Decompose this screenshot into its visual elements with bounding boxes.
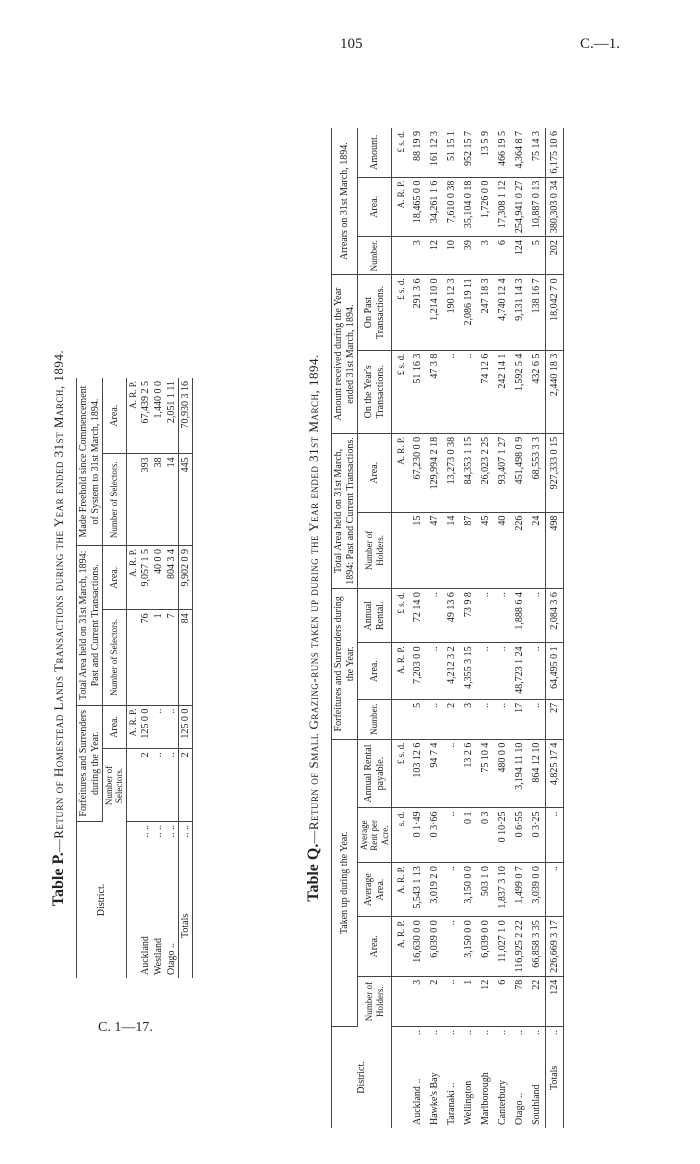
col-number: Number of Selectors. [103, 749, 127, 822]
cell: 10 [443, 237, 460, 275]
cell: 1,214 10 0 [426, 275, 443, 350]
cell: 40 [494, 512, 511, 588]
table-q-block [305, 128, 564, 1128]
cell: 190 12 3 [443, 275, 460, 350]
cell: 4,212 3 2 [443, 643, 460, 700]
table-p-label: Table P. [50, 852, 67, 907]
table-q-title [305, 128, 323, 1128]
cell: 1 [460, 976, 477, 1026]
cell: .. [477, 589, 494, 643]
cell: 4,355 3 15 [460, 643, 477, 700]
table-row [494, 128, 511, 1128]
cell: 125 0 0 [178, 705, 192, 749]
cell: 124 [546, 976, 564, 1026]
cell: .. [426, 589, 443, 643]
cell: 2 [443, 699, 460, 739]
cell: 14 [443, 512, 460, 588]
col-number: Number. [358, 699, 392, 739]
document-reference: C.—1. [580, 36, 621, 52]
cell: 75 14 3 [528, 128, 546, 177]
cell: 226,669 3 17 [546, 917, 564, 977]
table-row [165, 378, 179, 978]
cell: .. [443, 739, 460, 808]
unit-area: A. R. P. [126, 378, 139, 454]
cell: 393 [139, 454, 152, 546]
cell: 6 [494, 976, 511, 1026]
leader-dots: .. [480, 1030, 492, 1035]
cell: 1,592 5 4 [511, 350, 528, 433]
cell: 9,902 0 9 [178, 546, 192, 610]
col-number-of-holders: Number of Holders. [358, 512, 392, 588]
cell: 3 [477, 237, 494, 275]
cell: 73 9 8 [460, 589, 477, 643]
cell: 161 12 3 [426, 128, 443, 177]
cell: .. [546, 808, 564, 863]
col-annual-rental: Annual Rental. [358, 589, 392, 643]
cell: .. [426, 699, 443, 739]
cell: 291 3 6 [409, 275, 426, 350]
cell: .. [494, 643, 511, 700]
cell: 4,825 17 4 [546, 739, 564, 808]
cell: 432 6 5 [528, 350, 546, 433]
table-row [443, 128, 460, 1128]
cell: 5,543 1 13 [409, 863, 426, 917]
cell: 804 3 4 [165, 546, 179, 610]
col-district: District. [332, 1027, 392, 1129]
cell: 76 [139, 610, 152, 705]
table-p-title-text: —Return of Homestead Lands Transactions during the Year ended 31st March, 1894. [51, 349, 66, 853]
cell: .. [443, 917, 460, 977]
cell: 5 [409, 699, 426, 739]
district-name: Otago .. [165, 943, 177, 975]
unit-money: £ s. d. [392, 739, 410, 808]
cell: 66,858 3 35 [528, 917, 546, 977]
leader-dots: .. .. [179, 825, 191, 838]
group-arrears: Arrears on 31st March, 1894. [332, 128, 358, 275]
cell: 67,230 0 0 [409, 433, 426, 512]
cell: 129,994 2 18 [426, 433, 443, 512]
cell: 3,039 0 0 [528, 863, 546, 917]
cell: 1,837 3 10 [494, 863, 511, 917]
unit-money: £ s. d. [392, 275, 410, 350]
cell: .. [494, 699, 511, 739]
cell: 3,019 2 0 [426, 863, 443, 917]
cell: 226 [511, 512, 528, 588]
cell: 4,364 8 7 [511, 128, 528, 177]
cell: 138 16 7 [528, 275, 546, 350]
cell: 247 18 3 [477, 275, 494, 350]
table-row [139, 378, 152, 978]
cell: 380,303 0 34 [546, 177, 564, 237]
cell: 498 [546, 512, 564, 588]
cell: 7 [165, 610, 179, 705]
table-row [409, 128, 426, 1128]
cell: 51 16 3 [409, 350, 426, 433]
cell: .. [165, 749, 179, 822]
cell: 47 3 8 [426, 350, 443, 433]
table-q [331, 128, 564, 1128]
col-average-rent: Average Rent per Acre. [358, 808, 392, 863]
cell: 78 [511, 976, 528, 1026]
cell: 242 14 1 [494, 350, 511, 433]
col-amount: Amount. [358, 128, 392, 177]
leader-dots: .. .. [165, 825, 177, 838]
cell: .. [528, 699, 546, 739]
table-row [477, 128, 494, 1128]
cell: 45 [477, 512, 494, 588]
cell: 14 [165, 454, 179, 546]
group-taken-up: Taken up during the Year. [332, 739, 358, 1026]
cell: 17,308 1 12 [494, 177, 511, 237]
cell: .. [443, 350, 460, 433]
group-forfeitures: Forfeitures and Surrenders during the Year. [77, 705, 103, 821]
col-on-years-transactions: On the Year's Transactions. [358, 350, 392, 433]
district-name: Otago .. [514, 1093, 526, 1125]
cell: .. [443, 863, 460, 917]
group-total-held: Total Area held on 31st March, 1894: Past and Current Transactions. [332, 433, 358, 588]
cell: 3,194 11 10 [511, 739, 528, 808]
cell: 2,084 3 6 [546, 589, 564, 643]
cell: 1 [152, 610, 165, 705]
cell: 116,925 2 22 [511, 917, 528, 977]
cell: 864 12 10 [528, 739, 546, 808]
cell: 0 10·25 [494, 808, 511, 863]
col-annual-rental-payable: Annual Rental payable. [358, 739, 392, 808]
col-area: Area. [358, 917, 392, 977]
cell: 12 [477, 976, 494, 1026]
unit-area: A. R. P. [392, 433, 410, 512]
table-p [76, 378, 193, 978]
cell: 72 14 0 [409, 589, 426, 643]
cell: 38 [152, 454, 165, 546]
unit-area: A. R. P. [126, 546, 139, 610]
cell: 40 0 0 [152, 546, 165, 610]
cell: 1,499 0 7 [511, 863, 528, 917]
col-number: Number of Selectors. [103, 610, 127, 705]
cell: 11,027 1 0 [494, 917, 511, 977]
cell: 39 [460, 237, 477, 275]
table-row [460, 128, 477, 1128]
cell: 3 [409, 237, 426, 275]
cell: 13 5 9 [477, 128, 494, 177]
cell: 26,023 2 25 [477, 433, 494, 512]
cell: 254,941 0 27 [511, 177, 528, 237]
cell: .. [152, 705, 165, 749]
group-amount-received: Amount received during the Year ended 31st March, 1894. [332, 275, 358, 434]
cell: 13 2 6 [460, 739, 477, 808]
cell: .. [528, 643, 546, 700]
cell: 47 [426, 512, 443, 588]
unit-area: A. R. P. [392, 643, 410, 700]
cell: .. [443, 976, 460, 1026]
leader-dots: .. [514, 1030, 526, 1035]
col-area: Area. [358, 643, 392, 700]
col-average-area: Average Area. [358, 863, 392, 917]
cell: 18,042 7 0 [546, 275, 564, 350]
district-name: Westland [152, 938, 164, 975]
col-area: Area. [103, 378, 127, 454]
totals-label: Totals [179, 913, 191, 938]
table-q-label: Table Q. [305, 843, 322, 902]
cell: 0 1·49 [409, 808, 426, 863]
unit-area: A. R. P. [392, 863, 410, 917]
leader-dots: .. [497, 1030, 509, 1035]
unit-rent: s. d. [392, 808, 410, 863]
col-on-past-transactions: On Past Transactions. [358, 275, 392, 350]
cell: 445 [178, 454, 192, 546]
cell: .. [477, 699, 494, 739]
units-row [126, 378, 139, 978]
cell: .. [494, 589, 511, 643]
cell: 64,495 0 1 [546, 643, 564, 700]
cell: 0 3·66 [426, 808, 443, 863]
cell: 12 [426, 237, 443, 275]
cell: 2 [178, 749, 192, 822]
cell: .. [165, 705, 179, 749]
leader-dots: .. [549, 1030, 561, 1035]
cell: 10,887 0 13 [528, 177, 546, 237]
col-number: Number. [358, 237, 392, 275]
cell: 952 15 7 [460, 128, 477, 177]
cell: 4,740 12 4 [494, 275, 511, 350]
group-forfeitures: Forfeitures and Surrenders during the Year. [332, 589, 358, 740]
unit-money: £ s. d. [392, 350, 410, 433]
district-name: Wellington [463, 1080, 475, 1125]
cell: .. [152, 749, 165, 822]
cell: 75 10 4 [477, 739, 494, 808]
col-district: District. [77, 822, 127, 979]
cell: 451,498 0 9 [511, 433, 528, 512]
col-area: Area. [103, 546, 127, 610]
table-row [511, 128, 528, 1128]
table-p-block [50, 128, 193, 1128]
cell: 74 12 6 [477, 350, 494, 433]
cell: 18,465 0 0 [409, 177, 426, 237]
cell: .. [426, 643, 443, 700]
cell: 0 3·25 [528, 808, 546, 863]
totals-row [178, 378, 192, 978]
cell: 1,888 6 4 [511, 589, 528, 643]
cell: 125 0 0 [139, 705, 152, 749]
table-row [528, 128, 546, 1128]
cell: 0 1 [460, 808, 477, 863]
cell: .. [443, 808, 460, 863]
cell: 2,086 19 11 [460, 275, 477, 350]
cell: 3,150 0 0 [460, 917, 477, 977]
cell: 7,203 0 0 [409, 643, 426, 700]
totals-label: Totals [549, 1065, 561, 1090]
cell: 503 1 0 [477, 863, 494, 917]
cell: 6,175 10 6 [546, 128, 564, 177]
group-total-held: Total Area held on 31st March, 1894: Past and Current Transactions. [77, 546, 103, 706]
cell: 0 3 [477, 808, 494, 863]
cell: 70,930 3 16 [178, 378, 192, 454]
district-name: Taranaki .. [446, 1082, 458, 1125]
page-number: 105 [340, 36, 363, 52]
cell: .. [477, 643, 494, 700]
leader-dots: .. [412, 1030, 424, 1035]
col-area: Area. [358, 177, 392, 237]
cell: 24 [528, 512, 546, 588]
cell: 202 [546, 237, 564, 275]
cell: 2 [426, 976, 443, 1026]
cell: 34,261 1 6 [426, 177, 443, 237]
col-number-of-holders: Number of Holders. [358, 976, 392, 1026]
table-q-title-text: —Return of Small Grazing-runs taken up during the Year ended 31st March, 1894. [306, 354, 321, 844]
cell: 51 15 1 [443, 128, 460, 177]
cell: 13,273 0 38 [443, 433, 460, 512]
group-made-freehold: Made Freehold since Commencement of System to 31st March, 1894. [77, 378, 103, 546]
col-area: Area. [103, 705, 127, 749]
table-row [426, 128, 443, 1128]
cell: 124 [511, 237, 528, 275]
cell: 16,630 0 0 [409, 917, 426, 977]
side-note: C. 1—17. [98, 1020, 153, 1035]
col-number: Number of Selectors. [103, 454, 127, 546]
cell: 67,439 2 5 [139, 378, 152, 454]
leader-dots: .. [531, 1030, 543, 1035]
leader-dots: .. .. [139, 825, 151, 838]
cell: 5 [528, 237, 546, 275]
cell: 3 [409, 976, 426, 1026]
cell: .. [528, 589, 546, 643]
cell: 94 7 4 [426, 739, 443, 808]
cell: 6,039 0 0 [426, 917, 443, 977]
cell: 93,407 1 27 [494, 433, 511, 512]
cell: 466 19 5 [494, 128, 511, 177]
units-row [392, 128, 410, 1128]
cell: 927,333 0 15 [546, 433, 564, 512]
district-name: Canterbury [497, 1080, 509, 1125]
cell: .. [546, 863, 564, 917]
cell: 3,150 0 0 [460, 863, 477, 917]
totals-row [546, 128, 564, 1128]
district-name: Auckland .. [412, 1078, 424, 1125]
cell: 49 13 6 [443, 589, 460, 643]
leader-dots: .. [446, 1030, 458, 1035]
cell: 6,039 0 0 [477, 917, 494, 977]
cell: 68,553 3 3 [528, 433, 546, 512]
district-name: Southland [531, 1084, 543, 1125]
district-name: Marlborough [480, 1072, 492, 1125]
unit-area: A. R. P. [392, 177, 410, 237]
leader-dots: .. [463, 1030, 475, 1035]
cell: 27 [546, 699, 564, 739]
cell: 84,353 1 15 [460, 433, 477, 512]
cell: 3 [460, 699, 477, 739]
district-name: Auckland [139, 936, 151, 975]
cell: 22 [528, 976, 546, 1026]
cell: 35,104 0 18 [460, 177, 477, 237]
cell: 480 0 0 [494, 739, 511, 808]
cell: 2 [139, 749, 152, 822]
cell: 2,051 1 11 [165, 378, 179, 454]
unit-area: A. R. P. [126, 705, 139, 749]
cell: 17 [511, 699, 528, 739]
cell: 48,723 1 24 [511, 643, 528, 700]
cell: 1,726 0 0 [477, 177, 494, 237]
cell: 1,440 0 0 [152, 378, 165, 454]
cell: 103 12 6 [409, 739, 426, 808]
cell: 2,440 18 3 [546, 350, 564, 433]
leader-dots: .. [429, 1030, 441, 1035]
cell: 88 19 9 [409, 128, 426, 177]
cell: 9,057 1 5 [139, 546, 152, 610]
table-p-title [50, 128, 68, 1128]
cell: 15 [409, 512, 426, 588]
unit-area: A. R. P. [392, 917, 410, 977]
district-name: Hawke's Bay [429, 1072, 441, 1125]
cell: 7,610 0 38 [443, 177, 460, 237]
cell: 87 [460, 512, 477, 588]
cell: 0 6·55 [511, 808, 528, 863]
unit-money: £ s. d. [392, 589, 410, 643]
table-row [152, 378, 165, 978]
unit-money: £ s. d. [392, 128, 410, 177]
leader-dots: .. .. [152, 825, 164, 838]
cell: 84 [178, 610, 192, 705]
cell: 9,131 14 3 [511, 275, 528, 350]
cell: 6 [494, 237, 511, 275]
cell: .. [460, 350, 477, 433]
col-area: Area. [358, 433, 392, 512]
